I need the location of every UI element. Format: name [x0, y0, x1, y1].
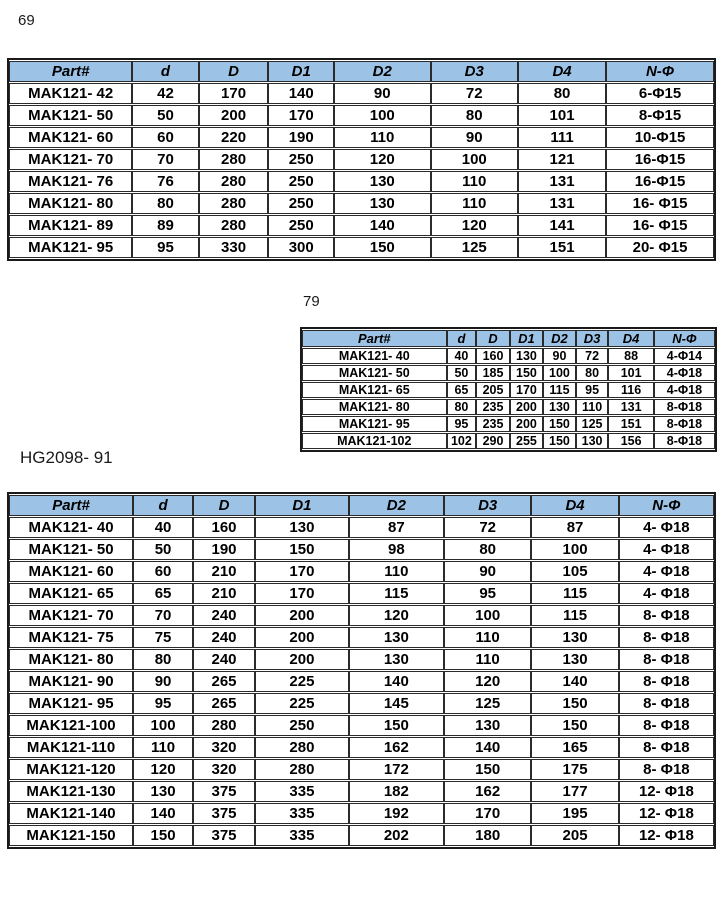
column-header: D2: [349, 495, 444, 516]
dimension-value-cell: 280: [255, 737, 349, 758]
dimension-value-cell: 8- Φ18: [619, 627, 714, 648]
dimension-value-cell: 80: [518, 83, 606, 104]
dimension-value-cell: 42: [132, 83, 198, 104]
column-header: D3: [444, 495, 531, 516]
dimension-value-cell: 202: [349, 825, 444, 846]
dimension-value-cell: 120: [133, 759, 193, 780]
dimension-value-cell: 90: [444, 561, 531, 582]
table-row: [9, 737, 714, 758]
column-header: D4: [518, 61, 606, 82]
dimension-value-cell: 150: [531, 693, 618, 714]
column-header: N-Φ: [606, 61, 714, 82]
dimension-value-cell: 195: [531, 803, 618, 824]
dimension-value-cell: 8- Φ18: [619, 671, 714, 692]
part-number-cell: MAK121- 50: [302, 365, 447, 381]
part-number-cell: MAK121- 95: [9, 693, 133, 714]
table-row: [9, 517, 714, 538]
dimension-value-cell: 4- Φ18: [619, 583, 714, 604]
table-row: [9, 149, 714, 170]
dimension-value-cell: 115: [349, 583, 444, 604]
dimension-value-cell: 100: [531, 539, 618, 560]
column-header: D4: [608, 330, 653, 347]
table-row: [9, 803, 714, 824]
dimension-value-cell: 320: [193, 737, 255, 758]
dimension-value-cell: 170: [510, 382, 543, 398]
dimension-value-cell: 80: [444, 539, 531, 560]
dimension-value-cell: 280: [199, 149, 269, 170]
part-number-cell: MAK121- 42: [9, 83, 132, 104]
dimension-value-cell: 150: [255, 539, 349, 560]
part-number-cell: MAK121-110: [9, 737, 133, 758]
dimension-value-cell: 280: [193, 715, 255, 736]
dimension-value-cell: 130: [531, 649, 618, 670]
dimension-value-cell: 90: [543, 348, 576, 364]
column-header: D2: [543, 330, 576, 347]
part-number-cell: MAK121- 60: [9, 127, 132, 148]
dimension-value-cell: 50: [132, 105, 198, 126]
dimension-value-cell: 235: [476, 399, 509, 415]
column-header: d: [133, 495, 193, 516]
table-row: [9, 539, 714, 560]
part-number-cell: MAK121- 76: [9, 171, 132, 192]
column-header: D3: [576, 330, 609, 347]
dimension-value-cell: 130: [334, 171, 431, 192]
dimension-value-cell: 80: [431, 105, 518, 126]
column-header: d: [447, 330, 477, 347]
dimension-value-cell: 16- Φ15: [606, 193, 714, 214]
dimension-value-cell: 130: [510, 348, 543, 364]
dimension-value-cell: 8-Φ18: [654, 416, 715, 432]
dimension-value-cell: 110: [576, 399, 609, 415]
dimension-value-cell: 12- Φ18: [619, 781, 714, 802]
dimension-value-cell: 20- Φ15: [606, 237, 714, 258]
dimension-value-cell: 192: [349, 803, 444, 824]
column-header: D4: [531, 495, 618, 516]
dimension-value-cell: 200: [510, 399, 543, 415]
dimension-value-cell: 140: [133, 803, 193, 824]
column-header: D1: [255, 495, 349, 516]
table-row: [9, 605, 714, 626]
dimension-value-cell: 50: [447, 365, 477, 381]
dimension-value-cell: 90: [334, 83, 431, 104]
dimension-value-cell: 76: [132, 171, 198, 192]
dimension-value-cell: 95: [447, 416, 477, 432]
table-row: [302, 433, 715, 449]
part-number-cell: MAK121- 70: [9, 149, 132, 170]
dimension-value-cell: 121: [518, 149, 606, 170]
dimension-value-cell: 140: [349, 671, 444, 692]
column-header: D: [193, 495, 255, 516]
dimension-value-cell: 375: [193, 803, 255, 824]
dimension-value-cell: 140: [268, 83, 334, 104]
dimension-value-cell: 335: [255, 781, 349, 802]
dimension-value-cell: 95: [444, 583, 531, 604]
dimension-value-cell: 72: [576, 348, 609, 364]
dimension-value-cell: 160: [476, 348, 509, 364]
dimension-value-cell: 8- Φ18: [619, 715, 714, 736]
dimension-value-cell: 16- Φ15: [606, 215, 714, 236]
dimension-value-cell: 70: [132, 149, 198, 170]
dimension-value-cell: 4-Φ18: [654, 382, 715, 398]
dimension-value-cell: 125: [576, 416, 609, 432]
dimension-value-cell: 200: [255, 649, 349, 670]
dimension-value-cell: 170: [268, 105, 334, 126]
dimension-value-cell: 8-Φ18: [654, 399, 715, 415]
dimension-value-cell: 115: [531, 583, 618, 604]
table-row: [9, 105, 714, 126]
column-header: D: [476, 330, 509, 347]
dimension-value-cell: 72: [431, 83, 518, 104]
dimension-value-cell: 110: [349, 561, 444, 582]
part-number-cell: MAK121- 80: [302, 399, 447, 415]
dimension-value-cell: 70: [133, 605, 193, 626]
dimension-value-cell: 115: [531, 605, 618, 626]
dimension-value-cell: 100: [431, 149, 518, 170]
dimension-value-cell: 150: [510, 365, 543, 381]
part-number-cell: MAK121- 65: [302, 382, 447, 398]
table-row: [302, 382, 715, 398]
dimension-value-cell: 205: [476, 382, 509, 398]
table-row: [302, 365, 715, 381]
dimension-value-cell: 140: [334, 215, 431, 236]
dimension-value-cell: 170: [255, 561, 349, 582]
dimension-value-cell: 140: [531, 671, 618, 692]
dimension-value-cell: 280: [255, 759, 349, 780]
part-number-cell: MAK121- 90: [9, 671, 133, 692]
dimension-value-cell: 90: [133, 671, 193, 692]
dimension-value-cell: 280: [199, 171, 269, 192]
dimension-value-cell: 8-Φ18: [654, 433, 715, 449]
dimension-value-cell: 185: [476, 365, 509, 381]
dimension-value-cell: 280: [199, 193, 269, 214]
table-row: [9, 781, 714, 802]
dimension-value-cell: 375: [193, 781, 255, 802]
dimension-value-cell: 172: [349, 759, 444, 780]
part-number-cell: MAK121-120: [9, 759, 133, 780]
dimension-value-cell: 200: [255, 605, 349, 626]
dimension-value-cell: 100: [543, 365, 576, 381]
dimension-value-cell: 250: [268, 215, 334, 236]
column-header: d: [132, 61, 198, 82]
dimension-value-cell: 210: [193, 583, 255, 604]
dimension-value-cell: 151: [518, 237, 606, 258]
dimension-value-cell: 95: [576, 382, 609, 398]
dimension-value-cell: 80: [133, 649, 193, 670]
part-number-cell: MAK121- 95: [302, 416, 447, 432]
part-number-cell: MAK121- 50: [9, 539, 133, 560]
table-row: [9, 649, 714, 670]
dimension-value-cell: 300: [268, 237, 334, 258]
standard-code-label: HG2098- 91: [20, 448, 113, 467]
part-number-cell: MAK121- 75: [9, 627, 133, 648]
dimension-value-cell: 200: [255, 627, 349, 648]
table-row: [9, 715, 714, 736]
column-header: N-Φ: [619, 495, 714, 516]
dimension-value-cell: 250: [255, 715, 349, 736]
dimension-value-cell: 89: [132, 215, 198, 236]
dimension-value-cell: 4-Φ14: [654, 348, 715, 364]
dimension-value-cell: 60: [133, 561, 193, 582]
column-header: N-Φ: [654, 330, 715, 347]
part-number-cell: MAK121- 65: [9, 583, 133, 604]
dimension-value-cell: 131: [518, 171, 606, 192]
dimension-value-cell: 87: [531, 517, 618, 538]
dimension-value-cell: 220: [199, 127, 269, 148]
dimension-value-cell: 110: [444, 649, 531, 670]
column-header: D3: [431, 61, 518, 82]
dimension-value-cell: 8- Φ18: [619, 693, 714, 714]
table-row: [302, 348, 715, 364]
dimension-value-cell: 110: [334, 127, 431, 148]
dimension-value-cell: 235: [476, 416, 509, 432]
dimension-value-cell: 98: [349, 539, 444, 560]
dimension-value-cell: 4-Φ18: [654, 365, 715, 381]
column-header: D1: [510, 330, 543, 347]
dimension-value-cell: 162: [444, 781, 531, 802]
dimension-value-cell: 4- Φ18: [619, 539, 714, 560]
part-number-cell: MAK121-140: [9, 803, 133, 824]
table-row: [9, 759, 714, 780]
dimension-value-cell: 110: [431, 193, 518, 214]
part-number-cell: MAK121-100: [9, 715, 133, 736]
dimension-value-cell: 240: [193, 605, 255, 626]
dimension-value-cell: 141: [518, 215, 606, 236]
column-header: D2: [334, 61, 431, 82]
table-row: [9, 127, 714, 148]
table-row: [9, 671, 714, 692]
column-header: D: [199, 61, 269, 82]
part-number-cell: MAK121- 40: [302, 348, 447, 364]
dimension-value-cell: 80: [576, 365, 609, 381]
dimension-value-cell: 101: [518, 105, 606, 126]
dimension-value-cell: 165: [531, 737, 618, 758]
dimension-value-cell: 110: [431, 171, 518, 192]
dimension-value-cell: 120: [431, 215, 518, 236]
dimension-value-cell: 150: [334, 237, 431, 258]
dimension-value-cell: 190: [193, 539, 255, 560]
dimension-value-cell: 100: [334, 105, 431, 126]
column-header: Part#: [9, 495, 133, 516]
part-number-cell: MAK121-102: [302, 433, 447, 449]
dimension-value-cell: 151: [608, 416, 653, 432]
dimension-value-cell: 280: [199, 215, 269, 236]
dimension-value-cell: 130: [349, 649, 444, 670]
dimension-value-cell: 40: [133, 517, 193, 538]
dimension-value-cell: 182: [349, 781, 444, 802]
table-row: [9, 171, 714, 192]
dimension-value-cell: 177: [531, 781, 618, 802]
table-row: [9, 693, 714, 714]
dimension-value-cell: 110: [133, 737, 193, 758]
table-row: [9, 215, 714, 236]
dimension-value-cell: 65: [447, 382, 477, 398]
dimension-value-cell: 65: [133, 583, 193, 604]
dimension-value-cell: 335: [255, 825, 349, 846]
dimension-value-cell: 120: [444, 671, 531, 692]
dimension-value-cell: 131: [608, 399, 653, 415]
dimension-value-cell: 8- Φ18: [619, 737, 714, 758]
part-number-cell: MAK121-130: [9, 781, 133, 802]
dimension-value-cell: 116: [608, 382, 653, 398]
dimension-value-cell: 95: [132, 237, 198, 258]
dimension-value-cell: 225: [255, 671, 349, 692]
dimension-value-cell: 80: [132, 193, 198, 214]
dimension-value-cell: 87: [349, 517, 444, 538]
spec-table-79: [300, 327, 717, 452]
part-number-cell: MAK121-150: [9, 825, 133, 846]
header-row: [9, 495, 714, 516]
dimension-value-cell: 105: [531, 561, 618, 582]
dimension-value-cell: 115: [543, 382, 576, 398]
dimension-value-cell: 100: [444, 605, 531, 626]
table-row: [9, 561, 714, 582]
part-number-cell: MAK121- 50: [9, 105, 132, 126]
table-row: [9, 237, 714, 258]
dimension-value-cell: 80: [447, 399, 477, 415]
dimension-value-cell: 240: [193, 649, 255, 670]
dimension-value-cell: 6-Φ15: [606, 83, 714, 104]
dimension-value-cell: 290: [476, 433, 509, 449]
dimension-value-cell: 150: [349, 715, 444, 736]
dimension-value-cell: 170: [255, 583, 349, 604]
dimension-value-cell: 130: [444, 715, 531, 736]
column-header: D1: [268, 61, 334, 82]
dimension-value-cell: 120: [334, 149, 431, 170]
dimension-value-cell: 125: [431, 237, 518, 258]
dimension-value-cell: 250: [268, 149, 334, 170]
dimension-value-cell: 250: [268, 171, 334, 192]
dimension-value-cell: 12- Φ18: [619, 803, 714, 824]
column-header: Part#: [9, 61, 132, 82]
dimension-value-cell: 10-Φ15: [606, 127, 714, 148]
dimension-value-cell: 8-Φ15: [606, 105, 714, 126]
spec-table-69: [7, 58, 716, 261]
dimension-value-cell: 120: [349, 605, 444, 626]
header-row: [9, 61, 714, 82]
dimension-value-cell: 8- Φ18: [619, 649, 714, 670]
dimension-value-cell: 210: [193, 561, 255, 582]
dimension-value-cell: 16-Φ15: [606, 149, 714, 170]
dimension-value-cell: 16-Φ15: [606, 171, 714, 192]
table-row: [9, 825, 714, 846]
dimension-value-cell: 170: [199, 83, 269, 104]
dimension-value-cell: 60: [132, 127, 198, 148]
dimension-value-cell: 145: [349, 693, 444, 714]
dimension-value-cell: 72: [444, 517, 531, 538]
dimension-value-cell: 130: [255, 517, 349, 538]
table-row: [9, 193, 714, 214]
dimension-value-cell: 320: [193, 759, 255, 780]
dimension-value-cell: 102: [447, 433, 477, 449]
dimension-value-cell: 160: [193, 517, 255, 538]
dimension-value-cell: 205: [531, 825, 618, 846]
dimension-value-cell: 150: [543, 416, 576, 432]
table-row: [9, 83, 714, 104]
table-row: [302, 399, 715, 415]
dimension-value-cell: 180: [444, 825, 531, 846]
dimension-value-cell: 111: [518, 127, 606, 148]
dimension-value-cell: 240: [193, 627, 255, 648]
dimension-value-cell: 330: [199, 237, 269, 258]
dimension-value-cell: 265: [193, 671, 255, 692]
dimension-value-cell: 150: [543, 433, 576, 449]
dimension-value-cell: 150: [133, 825, 193, 846]
dimension-value-cell: 50: [133, 539, 193, 560]
dimension-value-cell: 335: [255, 803, 349, 824]
dimension-value-cell: 200: [199, 105, 269, 126]
table-row: [9, 627, 714, 648]
part-number-cell: MAK121- 80: [9, 649, 133, 670]
dimension-value-cell: 140: [444, 737, 531, 758]
dimension-value-cell: 175: [531, 759, 618, 780]
part-number-cell: MAK121- 70: [9, 605, 133, 626]
dimension-value-cell: 75: [133, 627, 193, 648]
dimension-value-cell: 130: [576, 433, 609, 449]
dimension-value-cell: 150: [531, 715, 618, 736]
dimension-value-cell: 110: [444, 627, 531, 648]
dimension-value-cell: 162: [349, 737, 444, 758]
dimension-value-cell: 4- Φ18: [619, 517, 714, 538]
part-number-cell: MAK121- 95: [9, 237, 132, 258]
dimension-value-cell: 100: [133, 715, 193, 736]
table-row: [9, 583, 714, 604]
dimension-value-cell: 225: [255, 693, 349, 714]
spec-table-hg2098-91: [7, 492, 716, 849]
page-number-label-top: 69: [18, 12, 35, 29]
dimension-value-cell: 8- Φ18: [619, 605, 714, 626]
table-row: [302, 416, 715, 432]
dimension-value-cell: 4- Φ18: [619, 561, 714, 582]
dimension-value-cell: 130: [334, 193, 431, 214]
page-number-label-middle: 79: [303, 293, 320, 310]
dimension-value-cell: 130: [531, 627, 618, 648]
dimension-value-cell: 40: [447, 348, 477, 364]
dimension-value-cell: 130: [133, 781, 193, 802]
dimension-value-cell: 88: [608, 348, 653, 364]
part-number-cell: MAK121- 89: [9, 215, 132, 236]
dimension-value-cell: 150: [444, 759, 531, 780]
dimension-value-cell: 95: [133, 693, 193, 714]
dimension-value-cell: 12- Φ18: [619, 825, 714, 846]
dimension-value-cell: 131: [518, 193, 606, 214]
part-number-cell: MAK121- 60: [9, 561, 133, 582]
dimension-value-cell: 375: [193, 825, 255, 846]
dimension-value-cell: 250: [268, 193, 334, 214]
dimension-value-cell: 8- Φ18: [619, 759, 714, 780]
part-number-cell: MAK121- 40: [9, 517, 133, 538]
column-header: Part#: [302, 330, 447, 347]
dimension-value-cell: 170: [444, 803, 531, 824]
dimension-value-cell: 90: [431, 127, 518, 148]
part-number-cell: MAK121- 80: [9, 193, 132, 214]
dimension-value-cell: 156: [608, 433, 653, 449]
dimension-value-cell: 125: [444, 693, 531, 714]
dimension-value-cell: 255: [510, 433, 543, 449]
dimension-value-cell: 101: [608, 365, 653, 381]
dimension-value-cell: 200: [510, 416, 543, 432]
dimension-value-cell: 190: [268, 127, 334, 148]
dimension-value-cell: 130: [349, 627, 444, 648]
header-row: [302, 330, 715, 347]
dimension-value-cell: 130: [543, 399, 576, 415]
dimension-value-cell: 265: [193, 693, 255, 714]
